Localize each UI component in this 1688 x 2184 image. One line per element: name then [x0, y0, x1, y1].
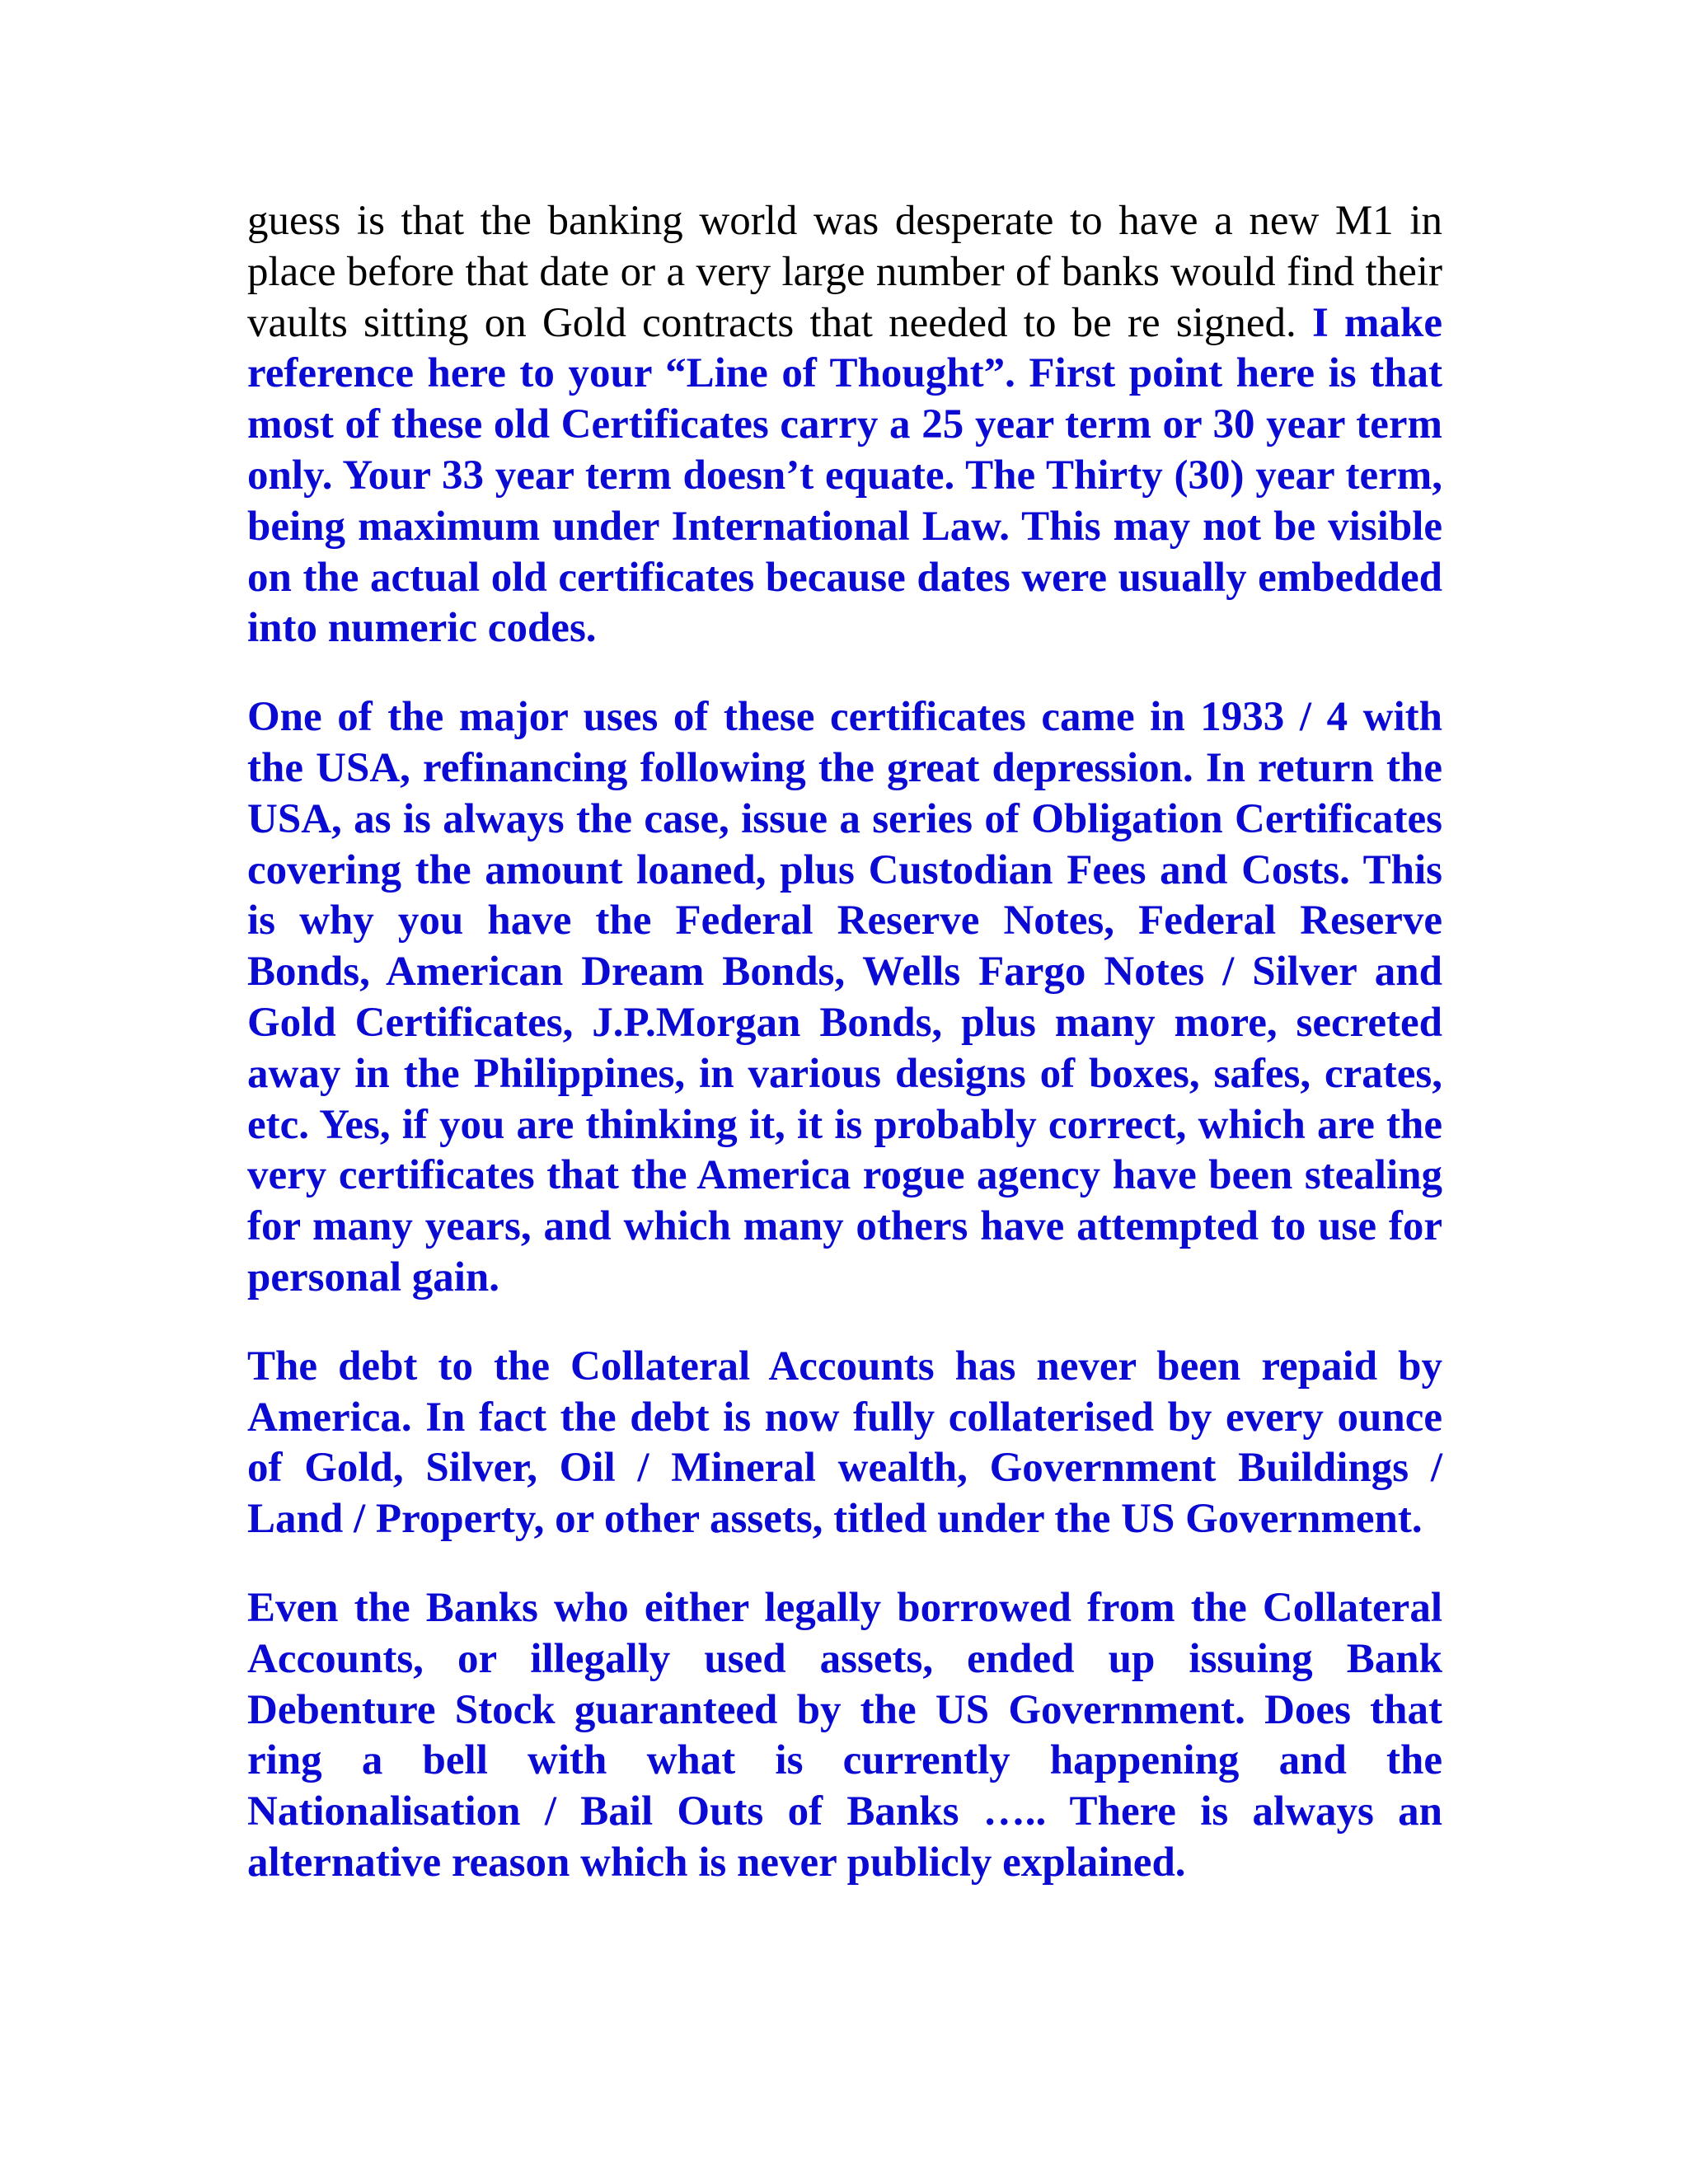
paragraph-1-emphasis-text: I make reference here to your “Line of Thought”. First point here is that most of these old Certificates carry a 25 year term or 30 year term only. Your 33 year term doesn’t equate. The Thirty (30) year term, being maximum under International Law. This may not be visible on the actual old certificates because dates were usually embedded into numeric codes.: [247, 299, 1442, 652]
paragraph-3: The debt to the Collateral Accounts has never been repaid by America. In fact the debt is now fully collaterised by every ounce of Gold, Silver, Oil / Mineral wealth, Government Buildings / Land / Property, or other assets, titled under the US Government.: [247, 1343, 1442, 1543]
paragraph-1: [247, 196, 1442, 654]
document-page: [247, 196, 1442, 1927]
paragraph-4: Even the Banks who either legally borrowed from the Collateral Accounts, or illegally used assets, ended up issuing Bank Debenture Stock guaranteed by the US Government. Does that ring a bell with what is currently happening and the Nationalisation / Bail Outs of Banks ….. There is always an alternative reason which is never publicly explained.: [247, 1584, 1442, 1886]
paragraph-1-plain-text: guess is that the banking world was desperate to have a new M1 in place before that date or a very large number of banks would find their vaults sitting on Gold contracts that needed to be re signed.: [247, 198, 1442, 346]
paragraph-2: One of the major uses of these certificates came in 1933 / 4 with the USA, refinancing following the great depression. In return the USA, as is always the case, issue a series of Obligation Certificates covering the amount loaned, plus Custodian Fees and Costs. This is why you have the Federal Reserve Notes, Federal Reserve Bonds, American Dream Bonds, Wells Fargo Notes / Silver and Gold Certificates, J.P.Morgan Bonds, plus many more, secreted away in the Philippines, in various designs of boxes, safes, crates, etc. Yes, if you are thinking it, it is probably correct, which are the very certificates that the America rogue agency have been stealing for many years, and which many others have attempted to use for personal gain.: [247, 694, 1442, 1301]
